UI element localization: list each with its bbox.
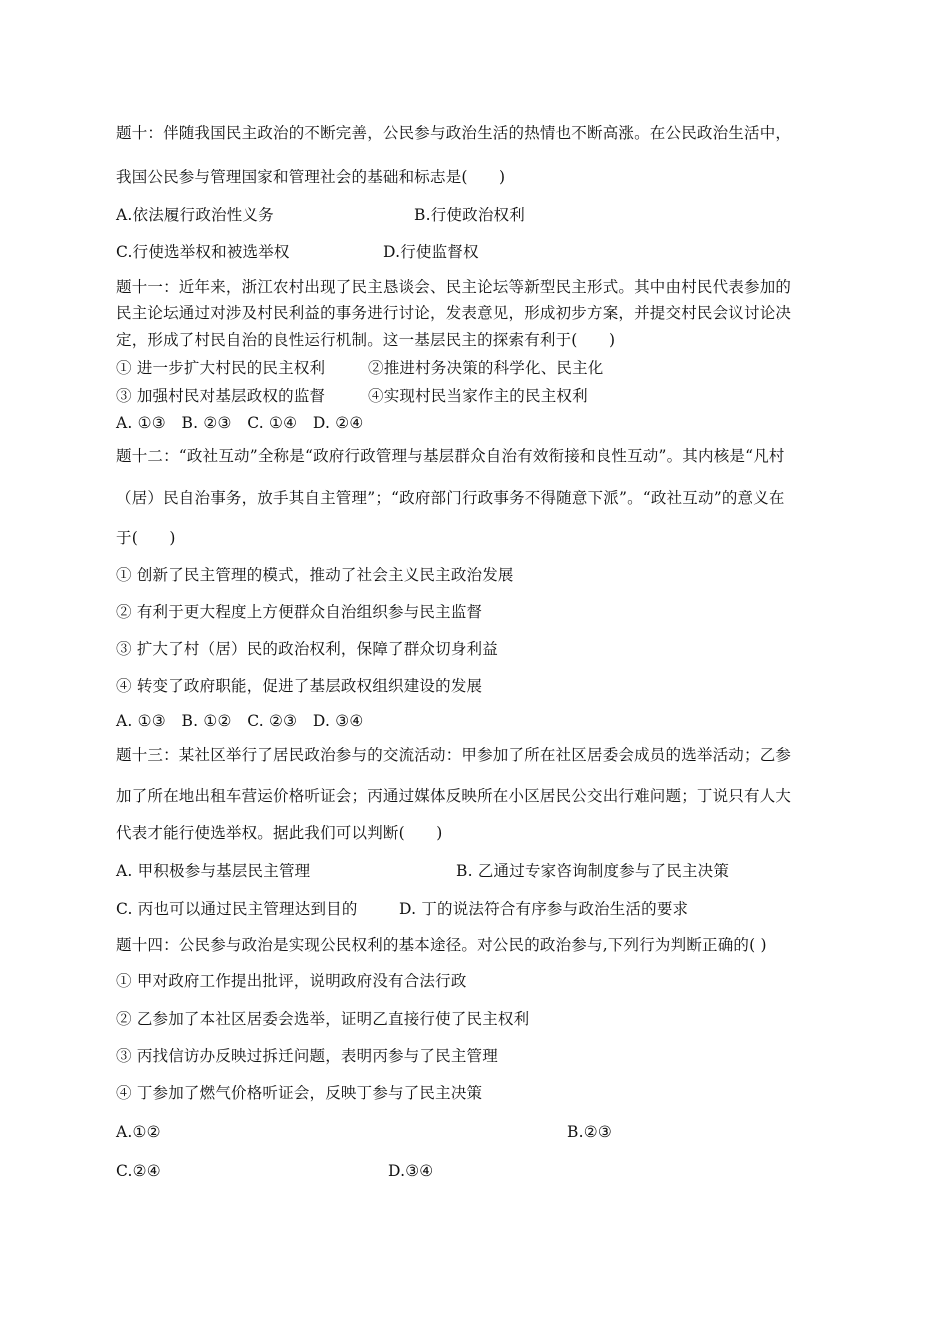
q14-item-3: ③ 丙找信访办反映过拆迁问题，表明丙参与了民主管理 — [116, 1047, 498, 1065]
q10-option-b: B.行使政治权利 — [414, 206, 525, 224]
q11-item-3: ③ 加强村民对基层政权的监督 — [116, 387, 326, 405]
q14-item-2: ② 乙参加了本社区居委会选举，证明乙直接行使了民主权利 — [116, 1010, 530, 1028]
q14-option-b: B.②③ — [567, 1123, 612, 1141]
q13-option-b: B. 乙通过专家咨询制度参与了民主决策 — [456, 862, 730, 880]
q12-item-3: ③ 扩大了村（居）民的政治权利，保障了群众切身利益 — [116, 640, 498, 658]
q12-item-1: ① 创新了民主管理的模式，推动了社会主义民主政治发展 — [116, 566, 514, 584]
q11-options: A. ①③ B. ②③ C. ①④ D. ②④ — [116, 414, 364, 432]
q12-stem-line-3: 于( ) — [116, 529, 176, 547]
q10-stem-line-1: 题十：伴随我国民主政治的不断完善，公民参与政治生活的热情也不断高涨。在公民政治生活中， — [116, 124, 792, 142]
q12-stem-line-2: （居）民自治事务，放手其自主管理”；“政府部门行政事务不得随意下派”。“政社互动”的意义在 — [116, 489, 785, 507]
q11-item-2: ②推进村务决策的科学化、民主化 — [368, 359, 604, 377]
q13-stem-line-3: 代表才能行使选举权。据此我们可以判断( ) — [116, 824, 443, 842]
q13-option-a: A. 甲积极参与基层民主管理 — [116, 862, 311, 880]
q12-item-2: ② 有利于更大程度上方便群众自治组织参与民主监督 — [116, 603, 483, 621]
q14-option-d: D.③④ — [388, 1162, 434, 1180]
q13-option-c: C. 丙也可以通过民主管理达到目的 — [116, 900, 358, 918]
q12-options: A. ①③ B. ①② C. ②③ D. ③④ — [116, 712, 364, 730]
q12-stem-line-1: 题十二：“政社互动”全称是“政府行政管理与基层群众自治有效衔接和良性互动”。其内核是“凡村 — [116, 447, 785, 465]
q14-stem-line-1: 题十四：公民参与政治是实现公民权利的基本途径。对公民的政治参与,下列行为判断正确的( ) — [116, 936, 767, 954]
q10-option-a: A.依法履行政治性义务 — [116, 206, 274, 224]
q11-item-1: ① 进一步扩大村民的民主权利 — [116, 359, 326, 377]
q12-item-4: ④ 转变了政府职能，促进了基层政权组织建设的发展 — [116, 677, 483, 695]
q10-option-c: C.行使选举权和被选举权 — [116, 243, 290, 261]
q14-option-c: C.②④ — [116, 1162, 161, 1180]
q10-stem-line-2: 我国公民参与管理国家和管理社会的基础和标志是( ) — [116, 168, 506, 186]
q11-stem-line-3: 定，形成了村民自治的良性运行机制。这一基层民主的探索有利于( ) — [116, 331, 616, 349]
q13-option-d: D. 丁的说法符合有序参与政治生活的要求 — [399, 900, 689, 918]
q14-item-4: ④ 丁参加了燃气价格听证会，反映丁参与了民主决策 — [116, 1084, 483, 1102]
q14-item-1: ① 甲对政府工作提出批评，说明政府没有合法行政 — [116, 972, 467, 990]
q11-stem-line-1: 题十一：近年来，浙江农村出现了民主恳谈会、民主论坛等新型民主形式。其中由村民代表参加的 — [116, 278, 792, 296]
q13-stem-line-1: 题十三：某社区举行了居民政治参与的交流活动：甲参加了所在社区居委会成员的选举活动；乙参 — [116, 746, 792, 764]
q11-stem-line-2: 民主论坛通过对涉及村民利益的事务进行讨论，发表意见，形成初步方案，并提交村民会议讨论决 — [116, 304, 792, 322]
q13-stem-line-2: 加了所在地出租车营运价格听证会；丙通过媒体反映所在小区居民公交出行难问题；丁说只有人大 — [116, 787, 792, 805]
q11-item-4: ④实现村民当家作主的民主权利 — [368, 387, 588, 405]
q14-option-a: A.①② — [116, 1123, 161, 1141]
q10-option-d: D.行使监督权 — [383, 243, 479, 261]
